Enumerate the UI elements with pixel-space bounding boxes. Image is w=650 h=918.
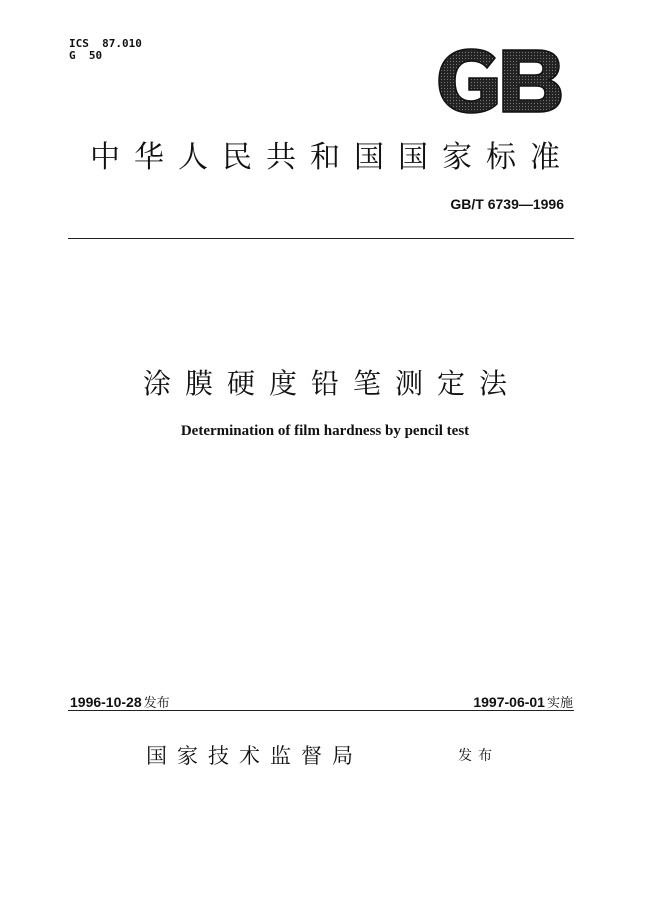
issuer-action: 发布 xyxy=(458,748,498,764)
gb-logo xyxy=(437,48,563,114)
standard-number: GB/T 6739—1996 xyxy=(450,196,564,212)
implementation-label: 实施 xyxy=(546,696,573,711)
national-standard-title: 中华人民共和国国家标准 xyxy=(90,140,574,175)
ics-code: ICS 87.010 xyxy=(69,37,142,50)
title-english: Determination of film hardness by pencil test xyxy=(180,423,470,439)
implementation-date-block xyxy=(473,692,573,711)
issue-date: 1996-10-28 xyxy=(70,694,142,710)
top-divider xyxy=(68,238,574,239)
issue-date-block xyxy=(70,692,170,711)
classification-codes xyxy=(69,38,142,62)
logo-letter-g xyxy=(439,49,497,113)
logo-letter-b xyxy=(503,50,561,112)
implementation-date: 1997-06-01 xyxy=(473,694,545,710)
title-chinese: 涂膜硬度铅笔测定法 xyxy=(142,367,521,400)
issuer-name: 国家技术监督局 xyxy=(146,744,363,768)
bottom-divider xyxy=(68,710,574,711)
issue-label: 发布 xyxy=(143,696,170,711)
ccs-code: G 50 xyxy=(69,49,103,62)
